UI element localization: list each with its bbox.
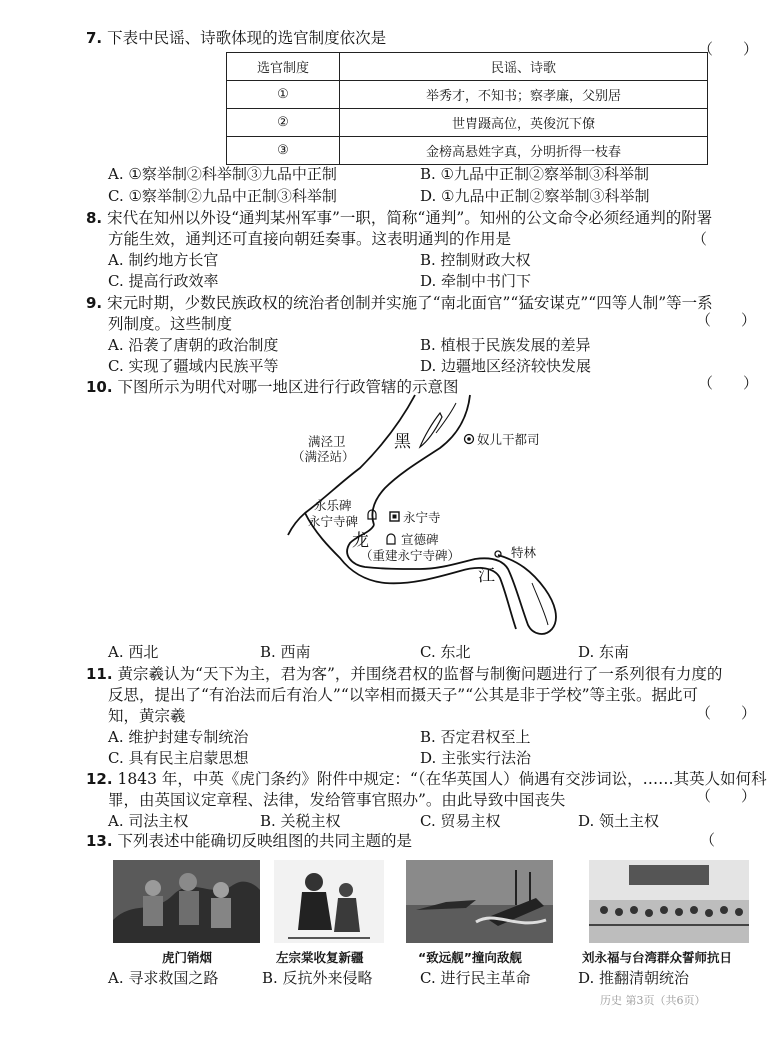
q8-stem-line2: 方能生效，通判还可直接向朝廷奏事。这表明通判的作用是 [108, 230, 512, 248]
table-cell-mark: ① [227, 81, 340, 109]
q7-stem [86, 27, 386, 49]
map-label-jiang: 江 [478, 566, 495, 586]
q7-number: 7. [86, 29, 103, 47]
q11-option-b[interactable]: B. 否定君权至上 [420, 728, 531, 746]
q7-option-d[interactable]: D. ①九品中正制②察举制③科举制 [420, 187, 650, 205]
q8-text: 宋代在知州以外设“通判某州军事”一职，简称“通判”。知州的公文命令必须经通判的附署 [107, 209, 713, 227]
q11-stem-line3: 知，黄宗羲 [108, 707, 186, 725]
q9-answer-paren[interactable]: （ ） [696, 311, 757, 329]
caption-zhiyuan: “致远舰”撞向敌舰 [418, 950, 522, 965]
caption-zuo-zongtang: 左宗棠收复新疆 [276, 950, 364, 965]
q8-stem-line1 [86, 207, 712, 229]
q9-stem-line2: 列制度。这些制度 [108, 315, 233, 333]
table-row [227, 81, 708, 109]
q10-answer-paren[interactable]: （ ） [698, 374, 759, 392]
map-label-telin: 特林 [511, 545, 537, 560]
q11-option-c[interactable]: C. 具有民主启蒙思想 [108, 749, 249, 767]
q7-option-b[interactable]: B. ①九品中正制②察举制③科举制 [420, 165, 650, 183]
river-island-line [436, 403, 456, 433]
q13-option-a[interactable]: A. 寻求救国之路 [108, 969, 219, 987]
table-cell-mark: ② [227, 109, 340, 137]
map-label-manjingzhan: （满泾站） [292, 449, 355, 464]
q13-option-b[interactable]: B. 反抗外来侵略 [262, 969, 373, 987]
q11-text: 黄宗羲认为“天下为主，君为客”，并围绕君权的监督与制衡问题进行了一系列很有力度的 [117, 665, 723, 683]
q12-text: 1843 年，中英《虎门条约》附件中规定：“（在华英国人）倘遇有交涉词讼，……其英人如何科 [117, 770, 767, 788]
q9-option-b[interactable]: B. 植根于民族发展的差异 [420, 336, 591, 354]
table-row [227, 109, 708, 137]
q7-answer-paren[interactable]: （ ） [698, 40, 759, 58]
q7-table [226, 52, 708, 165]
q12-stem-line1 [86, 768, 767, 790]
temple-icon-inner [393, 515, 397, 519]
table-cell-text: 举秀才，不知书；察孝廉，父别居 [340, 81, 708, 109]
map-label-yongningsibei: 永宁寺碑 [308, 514, 359, 529]
map-label-chongjian: （重建永宁寺碑） [360, 548, 461, 563]
q11-number: 11. [86, 665, 113, 683]
photo-zhiyuan-ship [406, 860, 553, 943]
table-row [227, 137, 708, 165]
river-bank-lower-right [347, 525, 556, 634]
q11-stem-line1 [86, 663, 722, 685]
q10-option-b[interactable]: B. 西南 [260, 643, 311, 661]
map-label-yongningsi: 永宁寺 [403, 510, 441, 525]
q10-option-d[interactable]: D. 东南 [578, 643, 630, 661]
map-label-hei: 黑 [394, 432, 411, 452]
q8-option-b[interactable]: B. 控制财政大权 [420, 251, 531, 269]
q11-option-d[interactable]: D. 主张实行法治 [420, 749, 532, 767]
map-label-yonglebei: 永乐碑 [314, 498, 352, 513]
q9-option-d[interactable]: D. 边疆地区经济较快发展 [420, 357, 592, 375]
q9-number: 9. [86, 294, 103, 312]
nuergan-marker-dot [467, 437, 471, 441]
photo-humen-xiaoyan [113, 860, 260, 943]
q8-number: 8. [86, 209, 103, 227]
page-footer: 历史 第3页（共6页） [600, 994, 706, 1007]
q7-option-a[interactable]: A. ①察举制②科举制③九品中正制 [108, 165, 337, 183]
q9-option-a[interactable]: A. 沿袭了唐朝的政治制度 [108, 336, 279, 354]
q8-option-d[interactable]: D. 牵制中书门下 [420, 272, 532, 290]
q11-stem-line2: 反思，提出了“有治法而后有治人”“以宰相而摄天子”“公其是非于学校”等主张。据此可 [108, 686, 699, 704]
photo-zuo-zongtang [274, 860, 384, 943]
table-cell-text: 金榜高悬姓字真，分明折得一枝春 [340, 137, 708, 165]
q12-stem-line2: 罪，由英国议定章程、法律，发给管事官照办”。由此导致中国丧失 [108, 791, 566, 809]
q10-map [270, 393, 570, 643]
telin-marker-icon [495, 551, 501, 557]
q13-text: 下列表述中能确切反映组图的共同主题的是 [117, 832, 413, 850]
photo-liu-yongfu [589, 860, 749, 943]
table-header-cell: 民谣、诗歌 [340, 53, 708, 81]
map-label-nuergan: 奴儿干都司 [477, 432, 540, 447]
q8-option-c[interactable]: C. 提高行政效率 [108, 272, 219, 290]
q12-answer-paren[interactable]: （ ） [696, 787, 757, 805]
q10-number: 10. [86, 378, 113, 396]
map-label-xuandebei: 宣德碑 [401, 532, 439, 547]
table-header-row [227, 53, 708, 81]
q8-answer-paren[interactable]: （ [692, 230, 708, 248]
q8-option-a[interactable]: A. 制约地方长官 [108, 251, 219, 269]
q12-option-a[interactable]: A. 司法主权 [108, 812, 189, 830]
table-cell-text: 世胄蹑高位，英俊沉下僚 [340, 109, 708, 137]
caption-humen: 虎门销烟 [162, 950, 213, 965]
q10-text: 下图所示为明代对哪一地区进行行政管辖的示意图 [117, 378, 459, 396]
q13-option-d[interactable]: D. 推翻清朝统治 [578, 969, 690, 987]
q12-option-d[interactable]: D. 领土主权 [578, 812, 660, 830]
q11-option-a[interactable]: A. 维护封建专制统治 [108, 728, 249, 746]
q13-option-c[interactable]: C. 进行民主革命 [420, 969, 531, 987]
q10-option-a[interactable]: A. 西北 [108, 643, 159, 661]
q7-option-c[interactable]: C. ①察举制②九品中正制③科举制 [108, 187, 337, 205]
q13-answer-paren[interactable]: （ [700, 831, 716, 849]
q13-number: 13. [86, 832, 113, 850]
q12-option-b[interactable]: B. 关税主权 [260, 812, 341, 830]
river-bank-upper-right [372, 395, 470, 525]
q11-answer-paren[interactable]: （ ） [696, 704, 757, 722]
q12-number: 12. [86, 770, 113, 788]
table-header-cell: 选官制度 [227, 53, 340, 81]
map-label-long: 龙 [352, 531, 369, 551]
table-cell-mark: ③ [227, 137, 340, 165]
q9-text: 宋元时期，少数民族政权的统治者创制并实施了“南北面官”“猛安谋克”“四等人制”等一系 [107, 294, 713, 312]
q12-option-c[interactable]: C. 贸易主权 [420, 812, 501, 830]
q13-stem [86, 830, 412, 852]
q9-option-c[interactable]: C. 实现了疆域内民族平等 [108, 357, 279, 375]
map-label-manjingwei: 满泾卫 [308, 434, 346, 449]
q9-stem-line1 [86, 292, 713, 314]
q7-text: 下表中民谣、诗歌体现的选官制度依次是 [107, 29, 387, 47]
q10-option-c[interactable]: C. 东北 [420, 643, 471, 661]
caption-liu-yongfu: 刘永福与台湾群众誓师抗日 [582, 950, 733, 965]
stele-icon [387, 534, 395, 544]
